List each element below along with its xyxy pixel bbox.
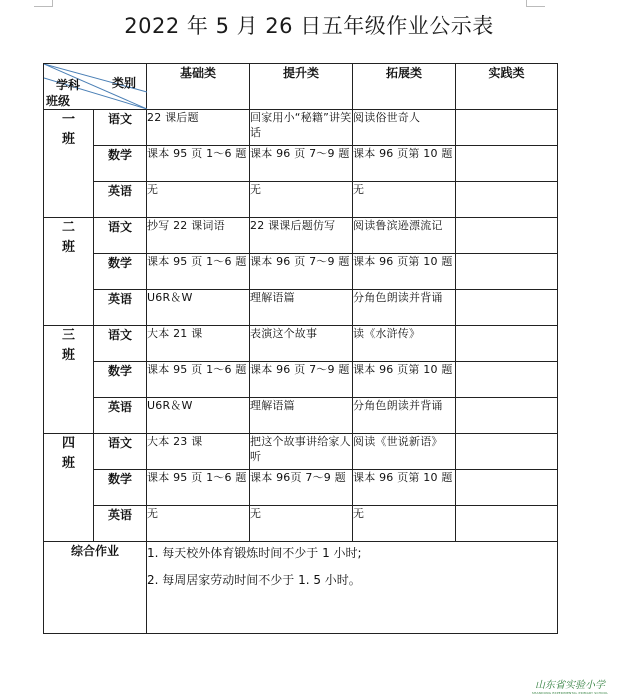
homework-cell-basic: 课本 95 页 1～6 题 [147,254,250,290]
subject-cell: 语文 [94,326,147,362]
homework-cell-improve: 课本 96页 7～9 题 [250,470,353,506]
homework-cell-practice [456,182,558,218]
subject-cell: 数学 [94,470,147,506]
table-row [44,218,558,254]
homework-cell-practice [456,290,558,326]
page-title: 2022 年 5 月 26 日五年级作业公示表 [124,14,494,38]
homework-cell-extend: 读《水浒传》 [353,326,456,362]
homework-table-body [44,110,558,542]
homework-cell-practice [456,326,558,362]
homework-cell-improve: 无 [250,506,353,542]
table-row [44,182,558,218]
comprehensive-note-2: 2. 每周居家劳动时间不少于 1. 5 小时。 [147,573,361,587]
homework-cell-practice [456,470,558,506]
table-row [44,470,558,506]
subject-cell: 语文 [94,434,147,470]
col-header-practice: 实践类 [456,64,558,110]
homework-cell-basic: U6R＆W [147,398,250,434]
homework-cell-basic: 大本 21 课 [147,326,250,362]
table-row [44,146,558,182]
homework-cell-improve: 表演这个故事 [250,326,353,362]
table-row [44,110,558,146]
diagonal-header-cell [44,64,147,110]
table-row [44,290,558,326]
homework-cell-basic: 无 [147,182,250,218]
homework-cell-extend: 分角色朗读并背诵 [353,398,456,434]
homework-cell-extend: 阅读鲁滨逊漂流记 [353,218,456,254]
homework-cell-improve: 理解语篇 [250,398,353,434]
homework-cell-improve: 课本 96 页 7～9 题 [250,254,353,290]
homework-cell-practice [456,254,558,290]
homework-cell-extend: 课本 96 页第 10 题 [353,254,456,290]
school-logo-name: 山东省实验小学 [535,680,605,691]
col-header-improve: 提升类 [250,64,353,110]
table-row [44,326,558,362]
homework-cell-improve: 理解语篇 [250,290,353,326]
subject-cell: 语文 [94,110,147,146]
table-row [44,254,558,290]
subject-cell: 数学 [94,362,147,398]
homework-cell-basic: 抄写 22 课词语 [147,218,250,254]
homework-cell-basic: 大本 23 课 [147,434,250,470]
subject-cell: 英语 [94,506,147,542]
homework-cell-practice [456,218,558,254]
subject-cell: 数学 [94,146,147,182]
homework-table [43,63,558,634]
subject-cell: 英语 [94,398,147,434]
class-name-cell [44,110,94,218]
homework-cell-extend: 无 [353,182,456,218]
table-row [44,362,558,398]
col-header-basic: 基础类 [147,64,250,110]
subject-cell: 数学 [94,254,147,290]
table-row [44,506,558,542]
comprehensive-label: 综合作业 [44,542,147,634]
col-header-extend: 拓展类 [353,64,456,110]
diag-subject-label: 学科 [56,78,81,92]
homework-cell-improve: 回家用小“秘籍”讲笑话 [250,110,353,146]
school-logo [527,676,613,695]
page-corner-mark-left [34,0,53,7]
homework-cell-practice [456,434,558,470]
homework-cell-basic: 课本 95 页 1～6 题 [147,470,250,506]
table-row [44,398,558,434]
homework-cell-basic: U6R＆W [147,290,250,326]
comprehensive-note-1: 1. 每天校外体育锻炼时间不少于 1 小时; [147,546,362,560]
homework-cell-practice [456,398,558,434]
homework-cell-extend: 无 [353,506,456,542]
class-name: 二 班 [61,220,75,255]
class-name-cell [44,326,94,434]
homework-cell-improve: 无 [250,182,353,218]
homework-cell-practice [456,362,558,398]
class-name-cell [44,434,94,542]
homework-cell-extend: 分角色朗读并背诵 [353,290,456,326]
homework-cell-basic: 课本 95 页 1～6 题 [147,146,250,182]
homework-cell-basic: 课本 95 页 1～6 题 [147,362,250,398]
comprehensive-notes [147,542,558,634]
homework-cell-practice [456,506,558,542]
diag-class-label: 班级 [46,94,71,108]
homework-cell-improve: 22 课课后题仿写 [250,218,353,254]
homework-cell-extend: 课本 96 页第 10 题 [353,362,456,398]
homework-cell-basic: 22 课后题 [147,110,250,146]
table-row [44,434,558,470]
page-corner-mark-right [526,0,545,7]
homework-cell-practice [456,146,558,182]
diag-type-label: 类别 [112,76,137,90]
homework-cell-basic: 无 [147,506,250,542]
homework-cell-extend: 课本 96 页第 10 题 [353,470,456,506]
class-name-cell [44,218,94,326]
homework-cell-extend: 课本 96 页第 10 题 [353,146,456,182]
subject-cell: 语文 [94,218,147,254]
class-name: 一 班 [61,112,75,147]
subject-cell: 英语 [94,290,147,326]
homework-cell-improve: 课本 96 页 7～9 题 [250,146,353,182]
homework-cell-improve: 把这个故事讲给家人听 [250,434,353,470]
homework-cell-extend: 阅读俗世奇人 [353,110,456,146]
homework-cell-extend: 阅读《世说新语》 [353,434,456,470]
homework-cell-practice [456,110,558,146]
subject-cell: 英语 [94,182,147,218]
class-name: 三 班 [61,328,75,363]
class-name: 四 班 [61,436,75,471]
school-logo-english: SHANDONG EXPERIMENTAL PRIMARY SCHOOL [531,691,609,695]
homework-cell-improve: 课本 96 页 7～9 题 [250,362,353,398]
